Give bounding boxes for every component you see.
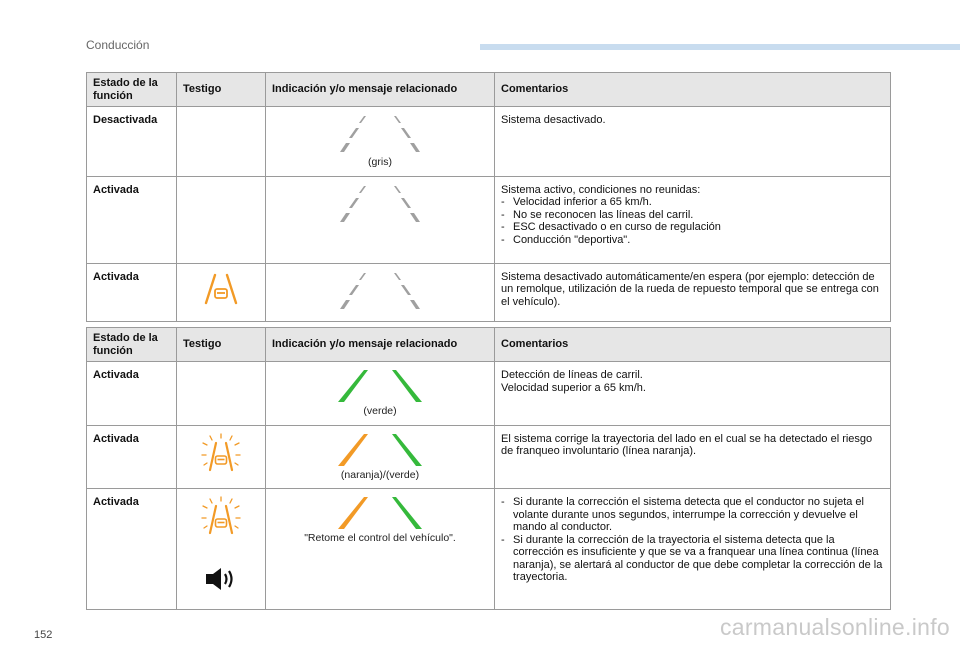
- telltale-cell: [177, 425, 266, 489]
- comment-text: Sistema desactivado automáticamente/en espera (por ejemplo: detección de un remolque, utilización de la rueda de repuesto temporal que se entrega con el vehículo).: [501, 270, 879, 308]
- state-cell: [87, 176, 177, 263]
- state-label: Activada: [93, 369, 139, 381]
- state-cell: [87, 263, 177, 321]
- comment-text: Detección de líneas de carril.: [501, 369, 643, 381]
- indication-cell: [266, 107, 495, 177]
- comment-text: Velocidad superior a 65 km/h.: [501, 381, 646, 394]
- indication-caption: (gris): [368, 156, 392, 168]
- header-bar: [480, 44, 960, 50]
- table-row: [87, 263, 891, 321]
- comment-cell: [495, 362, 891, 426]
- lane-lines-green-icon: [330, 369, 430, 403]
- watermark: carmanualsonline.info: [719, 614, 950, 640]
- col-header-telltale: Testigo: [177, 328, 266, 362]
- comment-bullet: - Si durante la corrección de la trayectoria el sistema detecta que la corrección es insuficiente y que se va a franquear una línea continua (línea naranja), se alertará al conductor de que debe completar la corrección de la trayectoria.: [501, 534, 884, 584]
- lane-lines-orange-green-icon: [330, 433, 430, 467]
- comment-text: Sistema activo, condiciones no reunidas:: [501, 183, 701, 196]
- state-label: Activada: [93, 496, 139, 508]
- table-row: [87, 489, 891, 610]
- comment-cell: [495, 263, 891, 321]
- indication-cell: [266, 425, 495, 489]
- comment-bullet: - Conducción "deportiva".: [501, 234, 884, 247]
- col-header-comments: Comentarios: [495, 73, 891, 107]
- indication-caption: (naranja)/(verde): [340, 468, 420, 481]
- state-label: Activada: [93, 432, 139, 445]
- comment-bullet: - ESC desactivado o en curso de regulación: [501, 221, 884, 234]
- lane-assist-orange-icon: [201, 271, 241, 307]
- indication-caption: "Retome el control del vehículo".: [304, 532, 456, 544]
- indication-cell: [266, 362, 495, 426]
- telltale-cell: [177, 263, 266, 321]
- table-row: [87, 425, 891, 489]
- state-cell: [87, 425, 177, 489]
- comment-text: Sistema desactivado.: [501, 114, 606, 126]
- col-header-state: Estado de la función: [87, 328, 177, 362]
- table-header-row: [87, 328, 891, 362]
- col-header-telltale: Testigo: [177, 73, 266, 107]
- indication-cell: [266, 176, 495, 263]
- status-table-2: [86, 327, 891, 610]
- comment-bullet: - No se reconocen las líneas del carril.: [501, 209, 884, 222]
- status-table-1: [86, 72, 891, 322]
- lane-assist-flashing-orange-icon: [201, 433, 241, 473]
- col-header-state: Estado de la función: [87, 73, 177, 107]
- state-label: Activada: [93, 270, 139, 283]
- indication-cell: [266, 263, 495, 321]
- lane-assist-flashing-orange-icon: [201, 496, 241, 536]
- telltale-cell: [177, 107, 266, 177]
- telltale-cell: [177, 362, 266, 426]
- table-header-row: [87, 73, 891, 107]
- table-row: [87, 107, 891, 177]
- state-cell: [87, 489, 177, 610]
- comment-text: El sistema corrige la trayectoria del lado en el cual se ha detectado el riesgo de franqueo involuntario (línea naranja).: [501, 432, 873, 457]
- indication-caption: (verde): [363, 405, 397, 417]
- lane-lines-grey-icon: [330, 271, 430, 311]
- telltale-cell: [177, 176, 266, 263]
- speaker-icon: [204, 566, 238, 592]
- lane-lines-grey-icon: [330, 114, 430, 154]
- page-number: 152: [34, 629, 53, 641]
- state-cell: [87, 107, 177, 177]
- lane-lines-orange-green-icon: [330, 496, 430, 530]
- col-header-indication: Indicación y/o mensaje relacionado: [266, 73, 495, 107]
- state-label: Desactivada: [93, 114, 158, 126]
- comment-cell: [495, 489, 891, 610]
- section-title: Conducción: [86, 38, 150, 52]
- comment-cell: [495, 176, 891, 263]
- telltale-cell: [177, 489, 266, 610]
- comment-cell: [495, 425, 891, 489]
- col-header-indication: Indicación y/o mensaje relacionado: [266, 328, 495, 362]
- comment-bullets: [501, 496, 884, 584]
- state-cell: [87, 362, 177, 426]
- state-label: Activada: [93, 183, 139, 196]
- comment-bullet: - Si durante la corrección el sistema detecta que el conductor no sujeta el volante durante unos segundos, interrumpe la corrección y devuelve el mando al conductor.: [501, 496, 884, 534]
- col-header-comments: Comentarios: [495, 328, 891, 362]
- comment-bullets: [501, 196, 884, 246]
- table-row: [87, 362, 891, 426]
- indication-cell: [266, 489, 495, 610]
- lane-lines-grey-icon: [330, 184, 430, 224]
- comment-cell: [495, 107, 891, 177]
- comment-bullet: - Velocidad inferior a 65 km/h.: [501, 196, 884, 209]
- table-row: [87, 176, 891, 263]
